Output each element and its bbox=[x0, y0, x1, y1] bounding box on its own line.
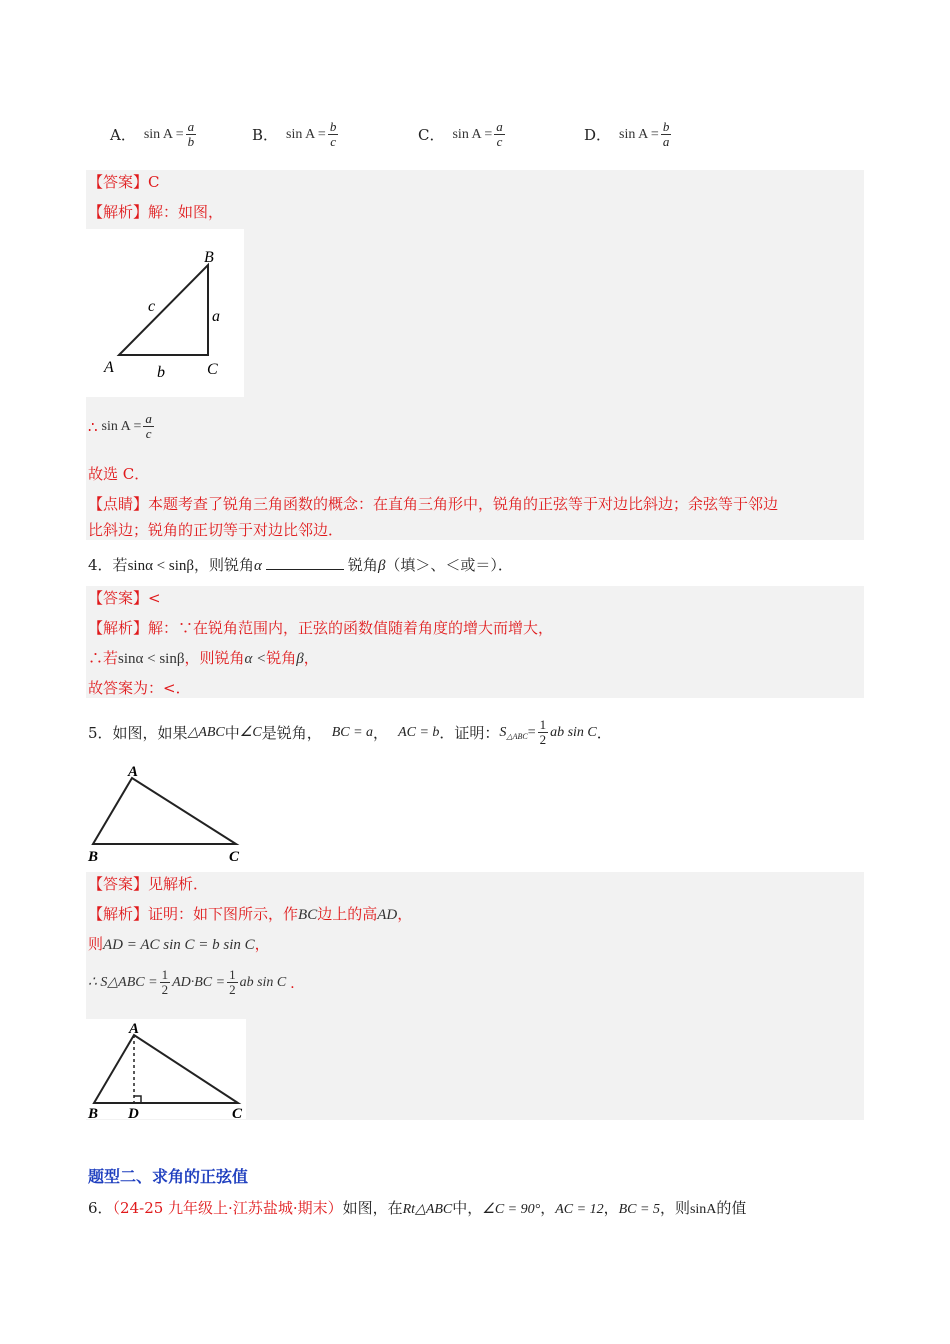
right-triangle-figure bbox=[86, 229, 244, 397]
q4-answer-block bbox=[86, 586, 864, 698]
q3-answer-line bbox=[88, 172, 160, 192]
vertex-a-label: A bbox=[104, 359, 114, 376]
option-c bbox=[418, 120, 507, 149]
option-expression: sin A = bbox=[619, 126, 659, 142]
answer-tag: 【答案】 bbox=[88, 173, 149, 191]
vertex-c-label: C bbox=[207, 361, 218, 378]
answer-tag: 【答案】 bbox=[88, 589, 149, 607]
option-fraction: $\frac{b}{c}$ bbox=[329, 119, 337, 149]
vertex-c-label: C bbox=[229, 849, 240, 865]
q4-question: 4．若sinα < sinβ，则锐角α 锐角β（填＞、＜或＝）． bbox=[88, 556, 513, 574]
analysis-tag: 【解析】 bbox=[88, 905, 149, 923]
section-title: 题型二、求角的正弦值 bbox=[88, 1167, 249, 1186]
blank-line[interactable] bbox=[266, 555, 344, 570]
q5-answer-line bbox=[88, 874, 208, 894]
option-letter: D． bbox=[584, 126, 612, 144]
q3-analysis-line bbox=[88, 202, 223, 222]
q4-answer-line bbox=[88, 588, 161, 608]
result-expression: sin A = bbox=[101, 418, 142, 434]
side-a-label: a bbox=[212, 308, 220, 325]
q3-comment-line2: 比斜边；锐角的正切等于对边比邻边． bbox=[88, 521, 344, 539]
comment-tag: 【点睛】 bbox=[88, 495, 149, 513]
vertex-a-label: A bbox=[128, 764, 139, 780]
side-b-label: b bbox=[157, 364, 165, 381]
triangle-shape bbox=[93, 778, 236, 844]
altitude-triangle-figure bbox=[86, 1019, 246, 1119]
question-number: 5． bbox=[88, 724, 113, 742]
result-fraction: $\frac{a}{c}$ bbox=[145, 411, 152, 441]
question-number: 4． bbox=[88, 556, 113, 574]
option-expression: sin A = bbox=[286, 126, 326, 142]
answer-value: < bbox=[148, 589, 161, 607]
option-letter: B． bbox=[252, 126, 279, 144]
option-a bbox=[110, 120, 198, 149]
foot-d-label: D bbox=[128, 1106, 139, 1119]
vertex-b-label: B bbox=[88, 849, 99, 865]
area-fraction: $\frac{1}{2}$ bbox=[539, 717, 547, 747]
analysis-text: 解：∵在锐角范围内，正弦的函数值随着角度的增大而增大， bbox=[148, 619, 554, 637]
q5-analysis-line3: ∴ S△ABC = $\frac{1}{2}$ AD·BC = $\frac{1}{2}$ ab sin C ． bbox=[88, 967, 305, 997]
option-fraction: $\frac{a}{c}$ bbox=[496, 119, 503, 149]
option-expression: sin A = bbox=[452, 126, 493, 142]
q5-analysis-line2: 则AD = AC sin C = b sin C， bbox=[88, 935, 270, 953]
answer-tag: 【答案】 bbox=[88, 875, 149, 893]
question-source: （24-25 九年级上·江苏盐城·期末） bbox=[112, 1199, 343, 1217]
vertex-b-label: B bbox=[204, 249, 214, 266]
q3-result-line bbox=[88, 412, 156, 441]
option-b bbox=[252, 120, 340, 149]
option-expression: sin A = bbox=[143, 126, 184, 142]
option-fraction: $\frac{b}{a}$ bbox=[662, 119, 670, 149]
option-letter: A． bbox=[110, 126, 136, 144]
vertex-b-label: B bbox=[88, 1106, 99, 1119]
q5-question: 5． 如图，如果 △ABC 中 ∠C 是锐角， BC = a ， AC = b ．证明： S △ABC = $\frac{1}{2}$ ab sin C ． bbox=[88, 717, 612, 747]
q4-conclusion: 故答案为：<． bbox=[88, 679, 191, 697]
analysis-tag: 【解析】 bbox=[88, 619, 149, 637]
option-d bbox=[584, 120, 673, 149]
therefore-symbol: ∴ bbox=[88, 417, 98, 436]
acute-triangle-figure bbox=[86, 762, 248, 866]
answer-value: 见解析． bbox=[148, 875, 209, 893]
analysis-tag: 【解析】 bbox=[88, 203, 149, 221]
q5-analysis-line: 【解析】证明：如下图所示，作BC边上的高AD， bbox=[88, 905, 413, 923]
q4-analysis-line2: ∴若sinα < sinβ，则锐角α <锐角β， bbox=[88, 649, 319, 667]
q4-analysis-line bbox=[88, 618, 553, 638]
vertex-c-label: C bbox=[232, 1106, 243, 1119]
q6-question: 6．（24-25 九年级上·江苏盐城·期末）如图，在Rt△ABC中，∠C = 90°，AC = 12，BC = 5，则sinA的值 bbox=[88, 1199, 747, 1217]
comment-text: 本题考查了锐角三角函数的概念：在直角三角形中，锐角的正弦等于对边比斜边；余弦等于邻边 bbox=[148, 495, 779, 513]
answer-value: C bbox=[148, 173, 160, 191]
option-letter: C． bbox=[418, 126, 445, 144]
side-c-label: c bbox=[148, 298, 156, 315]
q3-comment-line1 bbox=[88, 494, 778, 514]
analysis-text: 解：如图， bbox=[148, 203, 224, 221]
vertex-a-label: A bbox=[129, 1021, 140, 1037]
question-number: 6． bbox=[88, 1199, 113, 1217]
q3-choose-line: 故选 C． bbox=[88, 465, 150, 483]
option-fraction: $\frac{a}{b}$ bbox=[187, 119, 195, 149]
